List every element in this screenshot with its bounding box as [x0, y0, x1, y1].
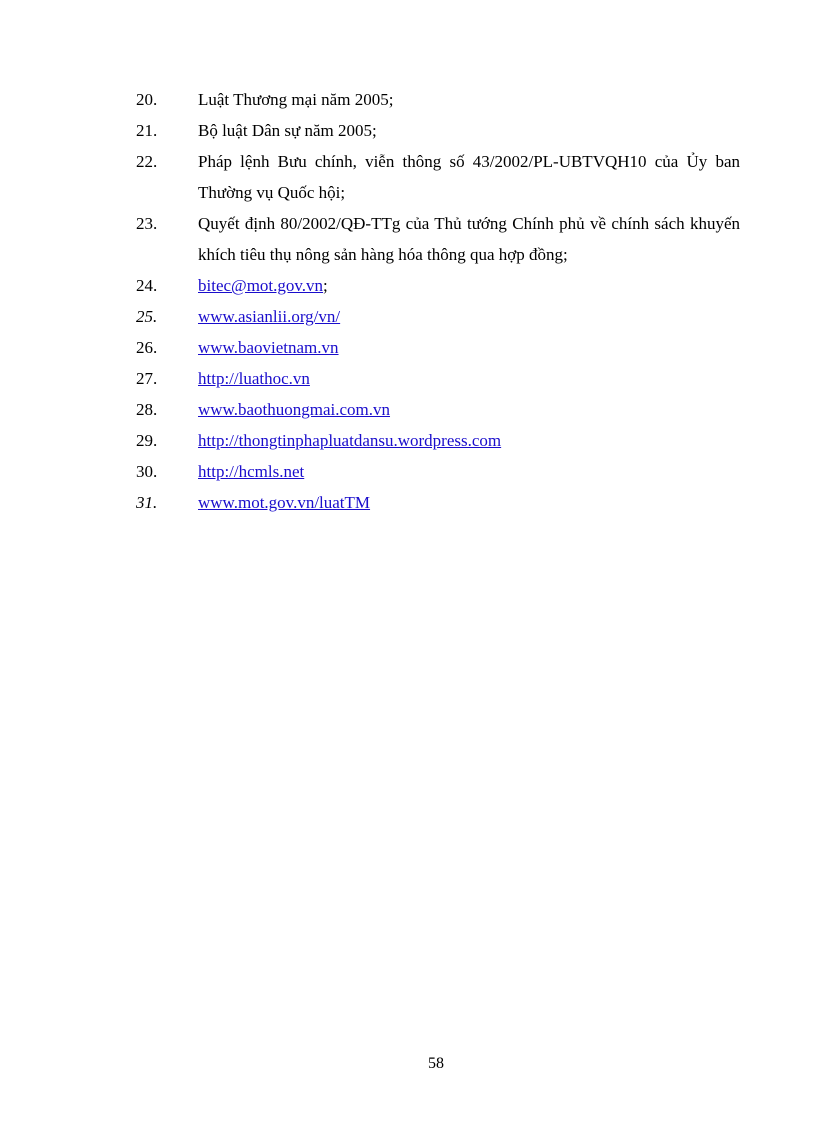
reference-text: Pháp lệnh Bưu chính, viễn thông số 43/2002/PL-UBTVQH10 của Ủy ban Thường vụ Quốc hội;: [198, 152, 740, 202]
reference-item-31: [136, 487, 740, 518]
reference-body: [198, 301, 740, 332]
email-link-bitec[interactable]: bitec@mot.gov.vn: [198, 276, 324, 295]
reference-number: 21.: [136, 121, 158, 140]
reference-item-29: [136, 425, 740, 456]
reference-body: [198, 270, 740, 301]
reference-item-24: [136, 270, 740, 301]
reference-item-23: [136, 208, 740, 270]
reference-item-21: [136, 115, 740, 146]
reference-item-27: [136, 363, 740, 394]
reference-suffix: ;: [323, 276, 328, 295]
reference-text: Bộ luật Dân sự năm 2005;: [198, 121, 377, 140]
link-asianlii[interactable]: www.asianlii.org/vn/: [198, 307, 341, 326]
link-baothuongmai[interactable]: www.baothuongmai.com.vn: [198, 400, 391, 419]
reference-text: Luật Thương mại năm 2005;: [198, 90, 394, 109]
reference-body: [198, 363, 740, 394]
link-luathoc[interactable]: http://luathoc.vn: [198, 369, 310, 388]
reference-body: [198, 487, 740, 518]
reference-number: 29.: [136, 431, 158, 450]
reference-item-28: [136, 394, 740, 425]
reference-item-26: [136, 332, 740, 363]
reference-item-25: [136, 301, 740, 332]
link-thongtinphapluatdansu[interactable]: http://thongtinphapluatdansu.wordpress.com: [198, 431, 502, 450]
reference-list: [136, 84, 740, 518]
page-number: 58: [428, 1055, 444, 1072]
reference-number: 26.: [136, 338, 158, 357]
link-hcmls[interactable]: http://hcmls.net: [198, 462, 305, 481]
reference-body: [198, 425, 740, 456]
reference-number: 22.: [136, 152, 158, 171]
reference-item-30: [136, 456, 740, 487]
reference-number: 31.: [136, 493, 158, 512]
reference-body: [198, 394, 740, 425]
reference-number: 30.: [136, 462, 158, 481]
reference-body: [198, 332, 740, 363]
reference-item-22: [136, 146, 740, 208]
link-baovietnam[interactable]: www.baovietnam.vn: [198, 338, 339, 357]
reference-text: Quyết định 80/2002/QĐ-TTg của Thủ tướng Chính phủ về chính sách khuyến khích tiêu thụ nông sản hàng hóa thông qua hợp đồng;: [198, 214, 740, 264]
reference-number: 24.: [136, 276, 158, 295]
reference-number: 28.: [136, 400, 158, 419]
link-mot-luattm[interactable]: www.mot.gov.vn/luatTM: [198, 493, 371, 512]
reference-item-20: [136, 84, 740, 115]
reference-number: 20.: [136, 90, 158, 109]
reference-number: 27.: [136, 369, 158, 388]
reference-number: 25.: [136, 307, 158, 326]
reference-body: [198, 456, 740, 487]
reference-number: 23.: [136, 214, 158, 233]
